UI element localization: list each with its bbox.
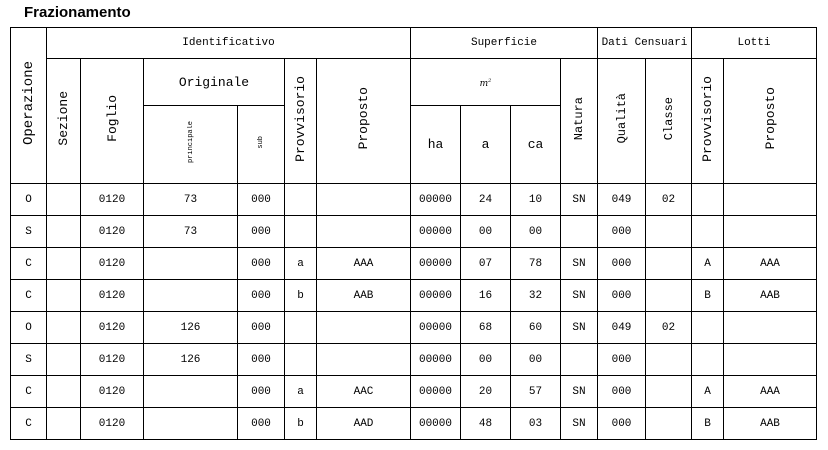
cell-classe [646,216,692,248]
cell-foglio: 0120 [81,408,144,440]
cell-operazione: S [11,216,47,248]
frazionamento-table [10,27,817,440]
cell-lotto-provvisorio: B [692,280,724,312]
cell-a: 24 [461,184,511,216]
cell-sub: 000 [238,312,285,344]
table-row [11,184,817,216]
cell-sezione [47,216,81,248]
header-a: a [461,106,511,184]
cell-a: 16 [461,280,511,312]
header-sezione: Sezione [47,59,81,184]
cell-sezione [47,312,81,344]
table-body [11,184,817,440]
cell-qualita: 000 [598,248,646,280]
cell-lotto-proposto: AAA [724,248,817,280]
cell-lotto-proposto: AAB [724,280,817,312]
cell-natura [561,216,598,248]
header-superficie: Superficie [411,28,598,59]
cell-principale [144,376,238,408]
header-natura: Natura [561,59,598,184]
cell-proposto: AAA [317,248,411,280]
cell-classe: 02 [646,312,692,344]
cell-a: 48 [461,408,511,440]
cell-operazione: O [11,184,47,216]
cell-provvisorio [285,216,317,248]
cell-qualita: 049 [598,184,646,216]
cell-lotto-provvisorio [692,312,724,344]
cell-ca: 78 [511,248,561,280]
header-classe: Classe [646,59,692,184]
cell-lotto-proposto [724,344,817,376]
cell-natura: SN [561,408,598,440]
cell-lotto-proposto [724,216,817,248]
cell-natura: SN [561,184,598,216]
header-lotti-provvisorio: Provvisorio [692,59,724,184]
cell-foglio: 0120 [81,280,144,312]
cell-proposto: AAD [317,408,411,440]
table-row [11,376,817,408]
cell-natura: SN [561,312,598,344]
cell-ha: 00000 [411,408,461,440]
cell-proposto [317,344,411,376]
cell-ca: 03 [511,408,561,440]
cell-classe [646,408,692,440]
cell-sezione [47,184,81,216]
cell-ha: 00000 [411,184,461,216]
cell-lotto-proposto: AAA [724,376,817,408]
cell-ca: 57 [511,376,561,408]
cell-ha: 00000 [411,312,461,344]
header-principale: principale [144,106,238,184]
cell-provvisorio: b [285,280,317,312]
cell-provvisorio [285,312,317,344]
header-ha: ha [411,106,461,184]
cell-a: 07 [461,248,511,280]
cell-a: 00 [461,344,511,376]
cell-lotto-provvisorio [692,184,724,216]
cell-lotto-provvisorio: B [692,408,724,440]
header-identificativo: Identificativo [47,28,411,59]
cell-qualita: 000 [598,408,646,440]
cell-sezione [47,376,81,408]
table-row [11,344,817,376]
cell-qualita: 000 [598,344,646,376]
header-lotti: Lotti [692,28,817,59]
table-row [11,312,817,344]
header-dati-censuari: Dati Censuari [598,28,692,59]
cell-operazione: C [11,280,47,312]
cell-operazione: O [11,312,47,344]
cell-natura [561,344,598,376]
header-proposto: Proposto [317,59,411,184]
cell-proposto: AAB [317,280,411,312]
cell-principale [144,408,238,440]
cell-provvisorio: b [285,408,317,440]
cell-proposto: AAC [317,376,411,408]
table-row [11,280,817,312]
table-row [11,408,817,440]
cell-a: 20 [461,376,511,408]
cell-lotto-proposto [724,184,817,216]
cell-operazione: C [11,408,47,440]
cell-a: 68 [461,312,511,344]
cell-ha: 00000 [411,344,461,376]
cell-sub: 000 [238,344,285,376]
cell-lotto-provvisorio [692,344,724,376]
cell-ca: 10 [511,184,561,216]
header-mq: $m^2$ [411,59,561,106]
cell-ca: 60 [511,312,561,344]
cell-classe: 02 [646,184,692,216]
cell-foglio: 0120 [81,376,144,408]
cell-proposto [317,184,411,216]
cell-classe [646,344,692,376]
cell-operazione: C [11,248,47,280]
cell-ca: 00 [511,344,561,376]
table-row [11,216,817,248]
cell-foglio: 0120 [81,216,144,248]
cell-ha: 00000 [411,248,461,280]
cell-proposto [317,216,411,248]
cell-classe [646,376,692,408]
cell-principale: 73 [144,184,238,216]
cell-lotto-provvisorio: A [692,248,724,280]
cell-operazione: C [11,376,47,408]
header-qualita: Qualità [598,59,646,184]
cell-foglio: 0120 [81,344,144,376]
cell-natura: SN [561,280,598,312]
table-row [11,248,817,280]
cell-lotto-provvisorio [692,216,724,248]
cell-foglio: 0120 [81,248,144,280]
cell-sub: 000 [238,248,285,280]
header-sub: sub [238,106,285,184]
cell-qualita: 000 [598,376,646,408]
cell-qualita: 049 [598,312,646,344]
header-ca: ca [511,106,561,184]
cell-principale: 126 [144,312,238,344]
cell-proposto [317,312,411,344]
header-originale: Originale [144,59,285,106]
cell-operazione: S [11,344,47,376]
cell-a: 00 [461,216,511,248]
cell-sub: 000 [238,280,285,312]
cell-ha: 00000 [411,216,461,248]
cell-provvisorio [285,184,317,216]
cell-qualita: 000 [598,280,646,312]
cell-lotto-proposto [724,312,817,344]
cell-provvisorio [285,344,317,376]
cell-natura: SN [561,376,598,408]
cell-lotto-proposto: AAB [724,408,817,440]
cell-ha: 00000 [411,376,461,408]
cell-natura: SN [561,248,598,280]
cell-provvisorio: a [285,376,317,408]
cell-foglio: 0120 [81,184,144,216]
cell-principale [144,248,238,280]
cell-sezione [47,280,81,312]
cell-sezione [47,408,81,440]
cell-provvisorio: a [285,248,317,280]
cell-classe [646,280,692,312]
page-title: Frazionamento [24,4,131,21]
header-lotti-proposto: Proposto [724,59,817,184]
cell-sezione [47,344,81,376]
cell-principale: 126 [144,344,238,376]
header-foglio: Foglio [81,59,144,184]
cell-ha: 00000 [411,280,461,312]
cell-sub: 000 [238,376,285,408]
cell-lotto-provvisorio: A [692,376,724,408]
cell-ca: 32 [511,280,561,312]
cell-principale: 73 [144,216,238,248]
header-provvisorio: Provvisorio [285,59,317,184]
cell-principale [144,280,238,312]
cell-sub: 000 [238,216,285,248]
header-operazione: Operazione [11,28,47,184]
cell-sub: 000 [238,184,285,216]
cell-ca: 00 [511,216,561,248]
cell-classe [646,248,692,280]
cell-foglio: 0120 [81,312,144,344]
cell-sezione [47,248,81,280]
cell-qualita: 000 [598,216,646,248]
cell-sub: 000 [238,408,285,440]
